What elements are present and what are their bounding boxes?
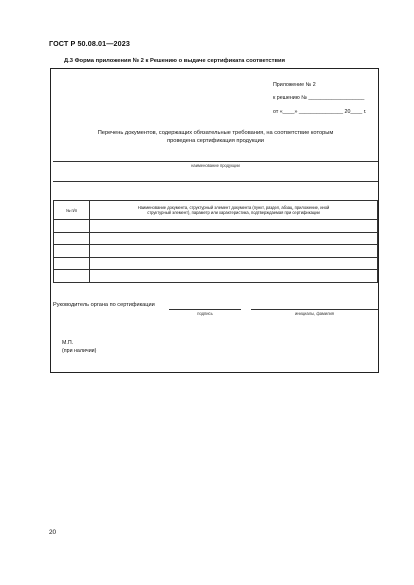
table-row: [54, 245, 378, 258]
table-row: [54, 220, 378, 233]
form-caption: Д.3 Форма приложения № 2 к Решению о выдаче сертификата соответствия: [64, 58, 285, 64]
intro-line-1: Перечень документов, содержащих обязательные требования, на соответствие которым: [97, 130, 334, 136]
appendix-label: Приложение № 2: [273, 82, 316, 88]
standard-designation: ГОСТ Р 50.08.01—2023: [49, 39, 130, 48]
page-number: 20: [49, 529, 57, 536]
table-row: [54, 270, 378, 283]
form-frame: [50, 68, 379, 373]
head-of-body-label: Руководитель органа по сертификации: [53, 302, 155, 308]
initials-line: [251, 309, 378, 310]
stamp-note: (при наличии): [62, 348, 97, 354]
intro-line-2: проведена сертификация продукции: [167, 138, 264, 144]
column-header-number: № п/п: [54, 201, 90, 220]
table-row: [54, 232, 378, 245]
product-name-line: [53, 161, 378, 162]
column-header-document: Наименование документа, структурный элемент документа (пункт, раздел, абзац, приложение, иной структурный элемент), параметр или характеристика, подтверждаемая при сертификации: [90, 201, 378, 220]
product-name-hint: наименование продукции: [191, 163, 240, 168]
decision-number-line: к решению № ___________________: [273, 95, 365, 101]
table-header-row: [54, 201, 378, 220]
table-row: [54, 257, 378, 270]
product-name-line-2: [53, 181, 378, 182]
signature-line: [169, 309, 241, 310]
date-line: от «____» _______________ 20____ г.: [273, 109, 367, 115]
stamp-label: М.П.: [62, 340, 74, 346]
initials-hint: инициалы, фамилия: [295, 311, 334, 316]
signature-hint: подпись: [197, 311, 213, 316]
requirements-table: [53, 200, 378, 283]
